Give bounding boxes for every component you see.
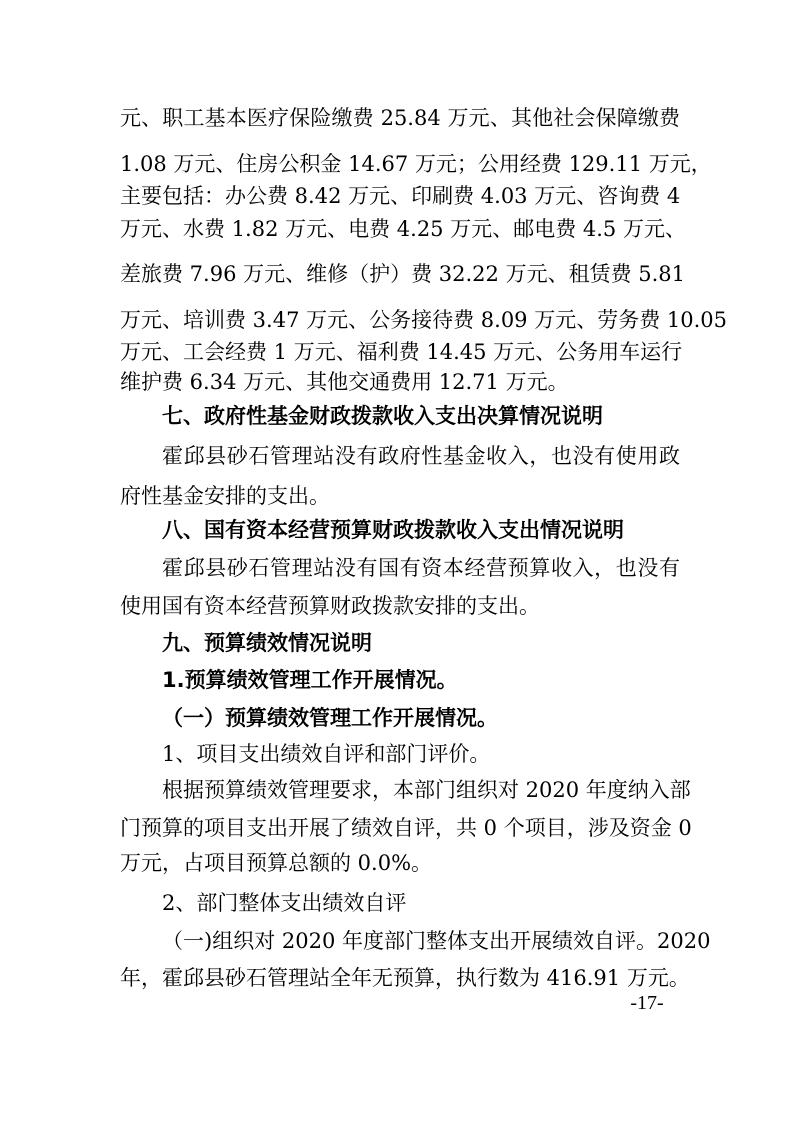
- item-heading: 2、部门整体支出绩效自评: [162, 891, 407, 915]
- body-text-line: 府性基金安排的支出。: [120, 484, 330, 508]
- section-heading-7: 七、政府性基金财政拨款收入支出决算情况说明: [162, 404, 603, 428]
- page-number: -17-: [630, 992, 664, 1014]
- body-text-line: 年，霍邱县砂石管理站全年无预算，执行数为 416.91 万元。: [120, 966, 690, 990]
- body-text-line: 万元、水费 1.82 万元、电费 4.25 万元、邮电费 4.5 万元、: [120, 217, 686, 241]
- body-text-line: 使用国有资本经营预算财政拨款安排的支出。: [120, 594, 540, 618]
- body-text-line: 维护费 6.34 万元、其他交通费用 12.71 万元。: [120, 370, 569, 394]
- section-heading-9: 九、预算绩效情况说明: [162, 631, 372, 655]
- body-text-line: 1.08 万元、住房公积金 14.67 万元；公用经费 129.11 万元，: [120, 152, 712, 176]
- body-text-line: 元、职工基本医疗保险缴费 25.84 万元、其他社会保障缴费: [120, 106, 680, 130]
- body-text-line: 门预算的项目支出开展了绩效自评，共 0 个项目，涉及资金 0: [120, 816, 692, 840]
- body-text-line: 霍邱县砂石管理站没有政府性基金收入，也没有使用政: [162, 444, 680, 468]
- body-text-line: 万元、工会经费 1 万元、福利费 14.45 万元、公务用车运行: [120, 340, 683, 364]
- body-text-line: （一)组织对 2020 年度部门整体支出开展绩效自评。2020: [162, 929, 711, 953]
- body-text-line: 万元，占项目预算总额的 0.0%。: [120, 851, 433, 875]
- body-text-line: 主要包括：办公费 8.42 万元、印刷费 4.03 万元、咨询费 4: [120, 184, 681, 208]
- section-heading-8: 八、国有资本经营预算财政拨款收入支出情况说明: [162, 518, 624, 542]
- body-text-line: 万元、培训费 3.47 万元、公务接待费 8.09 万元、劳务费 10.05: [120, 308, 728, 332]
- body-text-line: 根据预算绩效管理要求，本部门组织对 2020 年度纳入部: [162, 778, 691, 802]
- subsection-heading: 1.预算绩效管理工作开展情况。: [162, 668, 458, 692]
- item-heading: 1、项目支出绩效自评和部门评价。: [162, 742, 491, 766]
- subsection-heading: （一）预算绩效管理工作开展情况。: [162, 706, 498, 730]
- body-text-line: 霍邱县砂石管理站没有国有资本经营预算收入，也没有: [162, 556, 680, 580]
- body-text-line: 差旅费 7.96 万元、维修（护）费 32.22 万元、租赁费 5.81: [120, 262, 686, 286]
